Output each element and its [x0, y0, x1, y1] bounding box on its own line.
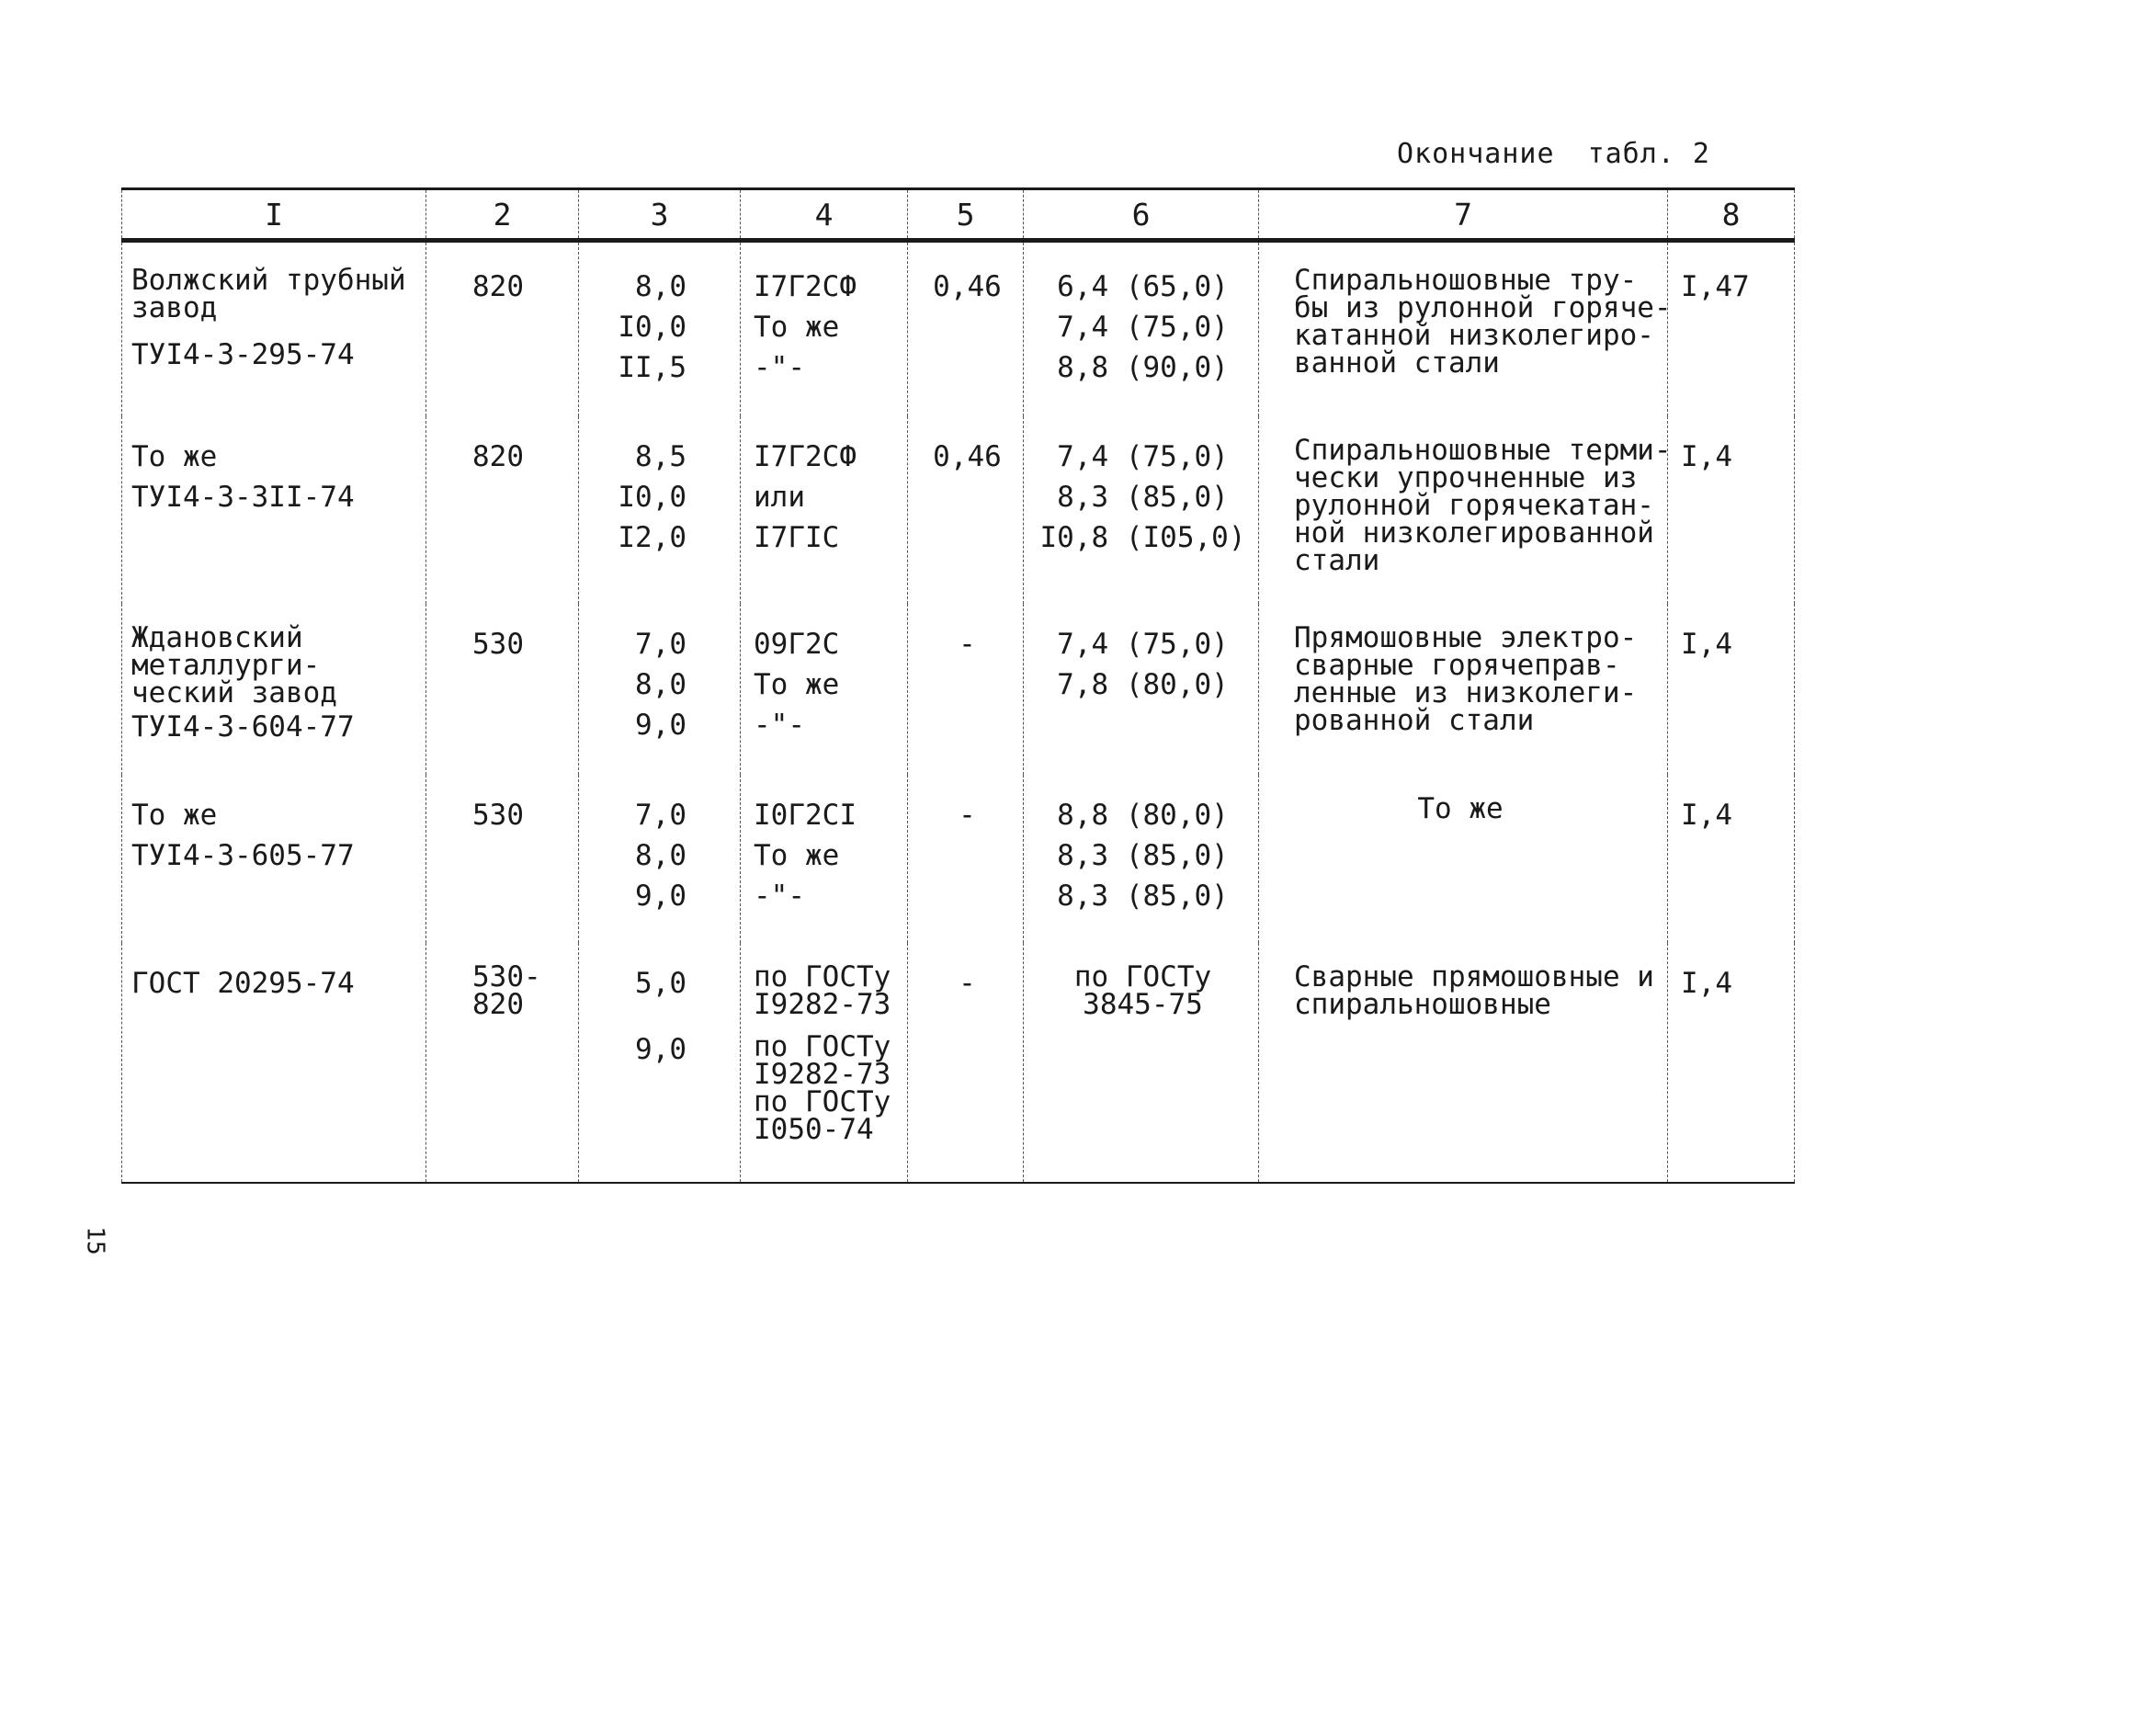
- cell-line: II,5: [618, 351, 687, 384]
- cell-line: по ГОСТу: [754, 1085, 891, 1119]
- table-row: [122, 604, 1795, 775]
- page-number: 15: [81, 1226, 109, 1255]
- cell-line: То же: [1417, 791, 1504, 825]
- cell-line: сварные горячеправ-: [1294, 649, 1620, 683]
- cell-line: бы из рулонной горяче-: [1294, 291, 1672, 324]
- cell-line: 530: [472, 798, 524, 832]
- table-row: [122, 775, 1795, 943]
- cell-line: 8,8 (80,0): [1057, 798, 1229, 832]
- cell-line: ТУI4-3-295-74: [131, 338, 355, 371]
- cell-line: То же: [754, 668, 840, 702]
- column-header-2: 2: [426, 189, 579, 241]
- cell-line: или: [754, 480, 805, 514]
- pipe-specification-table: [121, 187, 1795, 1184]
- table-body: [122, 241, 1795, 1184]
- cell-line: спиральношовные: [1294, 988, 1551, 1022]
- column-header-3: 3: [579, 189, 741, 241]
- cell-thickness: [579, 604, 741, 775]
- cell-line: 3845-75: [1083, 988, 1203, 1022]
- cell-description: [1259, 775, 1668, 943]
- cell-line: -: [959, 628, 976, 662]
- cell-line: ленные из низколеги-: [1294, 676, 1638, 710]
- column-header-4: 4: [741, 189, 908, 241]
- cell-line: -: [959, 967, 976, 1001]
- cell-line: I,4: [1681, 967, 1732, 1001]
- table-row: [122, 416, 1795, 605]
- cell-description: [1259, 604, 1668, 775]
- cell-line: -: [959, 798, 976, 832]
- header-row: [122, 189, 1795, 241]
- cell-line: I9282-73: [754, 988, 891, 1022]
- cell-diameter: [426, 604, 579, 775]
- cell-line: I7Г2СФ: [754, 439, 857, 473]
- cell-line: ванной стали: [1294, 346, 1500, 380]
- cell-line: 9,0: [635, 709, 687, 743]
- column-header-7: 7: [1259, 189, 1668, 241]
- cell-line: Спиральношовные тру-: [1294, 264, 1638, 297]
- empty-cell: [1668, 1182, 1795, 1183]
- column-header-5: 5: [908, 189, 1024, 241]
- cell-ce: [908, 416, 1024, 605]
- cell-line: Сварные прямошовные и: [1294, 960, 1654, 994]
- cell-steel: [741, 604, 908, 775]
- cell-strength: [1024, 416, 1259, 605]
- cell-line: ГОСТ 20295-74: [131, 967, 355, 1001]
- cell-strength: [1024, 241, 1259, 416]
- cell-manufacturer: [122, 775, 426, 943]
- cell-thickness: [579, 775, 741, 943]
- cell-line: 7,4 (75,0): [1057, 311, 1229, 344]
- caption-word-ending: Окончание: [1397, 138, 1555, 170]
- cell-coefficient: [1668, 604, 1795, 775]
- cell-line: 0,46: [933, 270, 1002, 303]
- cell-line: I,4: [1681, 439, 1732, 473]
- cell-manufacturer: [122, 604, 426, 775]
- cell-ce: [908, 943, 1024, 1181]
- cell-line: стали: [1294, 543, 1380, 577]
- cell-steel: [741, 416, 908, 605]
- empty-cell: [122, 1182, 426, 1183]
- cell-line: 7,0: [635, 628, 687, 662]
- cell-line: Спиральношовные терми-: [1294, 433, 1672, 467]
- cell-line: завод: [131, 291, 218, 324]
- cell-coefficient: [1668, 775, 1795, 943]
- cell-line: I,47: [1681, 270, 1750, 303]
- cell-line: ТУI4-3-605-77: [131, 838, 355, 872]
- cell-line: 9,0: [635, 879, 687, 913]
- cell-line: 820: [472, 270, 524, 303]
- cell-line: чески упрочненные из: [1294, 460, 1638, 494]
- cell-line: ТУI4-3-604-77: [131, 710, 355, 744]
- cell-line: 820: [472, 439, 524, 473]
- cell-line: 09Г2С: [754, 628, 840, 662]
- cell-line: -"-: [754, 709, 805, 743]
- cell-line: 7,4 (75,0): [1057, 439, 1229, 473]
- column-header-1: I: [122, 189, 426, 241]
- caption-word-table: табл. 2: [1587, 138, 1710, 170]
- empty-cell: [1024, 1182, 1259, 1183]
- cell-line: 0,46: [933, 439, 1002, 473]
- cell-description: [1259, 943, 1668, 1181]
- cell-line: I7ГIС: [754, 520, 840, 554]
- cell-line: I0,8 (I05,0): [1039, 520, 1246, 554]
- empty-cell: [1259, 1182, 1668, 1183]
- cell-line: I050-74: [754, 1113, 874, 1147]
- cell-coefficient: [1668, 943, 1795, 1181]
- cell-strength: [1024, 604, 1259, 775]
- cell-line: -"-: [754, 879, 805, 913]
- cell-diameter: [426, 241, 579, 416]
- cell-line: I2,0: [618, 520, 687, 554]
- cell-line: 530: [472, 628, 524, 662]
- cell-coefficient: [1668, 416, 1795, 605]
- cell-line: металлурги-: [131, 649, 321, 683]
- cell-line: То же: [131, 798, 218, 832]
- cell-line: 820: [472, 988, 524, 1022]
- cell-line: 8,0: [635, 838, 687, 872]
- cell-line: I0,0: [618, 480, 687, 514]
- table-row: [122, 943, 1795, 1181]
- cell-line: 530-: [472, 960, 541, 994]
- cell-ce: [908, 241, 1024, 416]
- cell-diameter: [426, 416, 579, 605]
- cell-line: 8,8 (90,0): [1057, 351, 1229, 384]
- cell-line: 8,0: [635, 270, 687, 303]
- cell-line: I9282-73: [754, 1058, 891, 1092]
- empty-cell: [741, 1182, 908, 1183]
- cell-line: 8,3 (85,0): [1057, 838, 1229, 872]
- cell-thickness: [579, 416, 741, 605]
- cell-line: Волжский трубный: [131, 264, 406, 297]
- empty-cell: [908, 1182, 1024, 1183]
- cell-line: Прямошовные электро-: [1294, 621, 1638, 655]
- cell-line: То же: [754, 838, 840, 872]
- cell-line: рованной стали: [1294, 704, 1535, 738]
- cell-line: рулонной горячекатан-: [1294, 488, 1654, 522]
- empty-cell: [426, 1182, 579, 1183]
- column-header-6: 6: [1024, 189, 1259, 241]
- cell-line: 6,4 (65,0): [1057, 270, 1229, 303]
- cell-line: 8,0: [635, 668, 687, 702]
- cell-line: катанной низколегиро-: [1294, 319, 1654, 352]
- cell-line: 8,3 (85,0): [1057, 480, 1229, 514]
- cell-diameter: [426, 943, 579, 1181]
- cell-line: 8,3 (85,0): [1057, 879, 1229, 913]
- cell-line: То же: [754, 311, 840, 344]
- cell-line: I0,0: [618, 311, 687, 344]
- cell-line: 8,5: [635, 439, 687, 473]
- cell-description: [1259, 241, 1672, 416]
- cell-line: I0Г2СI: [754, 798, 857, 832]
- cell-diameter: [426, 775, 579, 943]
- cell-line: I7Г2СФ: [754, 270, 857, 303]
- cell-line: по ГОСТу: [1073, 960, 1212, 994]
- cell-line: То же: [131, 439, 218, 473]
- cell-line: 7,4 (75,0): [1057, 628, 1229, 662]
- empty-cell: [579, 1182, 741, 1183]
- cell-strength: [1024, 775, 1259, 943]
- cell-manufacturer: [122, 943, 426, 1181]
- cell-line: по ГОСТу: [754, 1030, 891, 1064]
- cell-steel: [741, 775, 908, 943]
- cell-description: [1259, 416, 1672, 605]
- cell-ce: [908, 604, 1024, 775]
- cell-line: ческий завод: [131, 676, 337, 710]
- table-row: [122, 241, 1795, 416]
- cell-line: 5,0: [635, 967, 687, 1001]
- cell-line: ТУI4-3-3II-74: [131, 480, 355, 514]
- column-header-8: 8: [1668, 189, 1795, 241]
- cell-ce: [908, 775, 1024, 943]
- cell-strength: [1024, 943, 1259, 1181]
- cell-manufacturer: [122, 416, 426, 605]
- cell-line: I,4: [1681, 798, 1732, 832]
- cell-line: Ждановский: [131, 621, 303, 655]
- table-filler-row: [122, 1182, 1795, 1183]
- cell-steel: [741, 241, 908, 416]
- cell-line: 7,0: [635, 798, 687, 832]
- cell-manufacturer: [122, 241, 426, 416]
- cell-thickness: [579, 943, 741, 1181]
- cell-line: 7,8 (80,0): [1057, 668, 1229, 702]
- cell-line: ной низколегированной: [1294, 516, 1654, 550]
- table-continuation-caption: [1397, 138, 1710, 170]
- cell-line: -"-: [754, 351, 805, 384]
- cell-line: 9,0: [635, 1033, 687, 1067]
- cell-line: I,4: [1681, 628, 1732, 662]
- cell-line: по ГОСТу: [754, 960, 891, 994]
- cell-steel: [741, 943, 908, 1181]
- cell-coefficient: [1668, 241, 1795, 416]
- cell-thickness: [579, 241, 741, 416]
